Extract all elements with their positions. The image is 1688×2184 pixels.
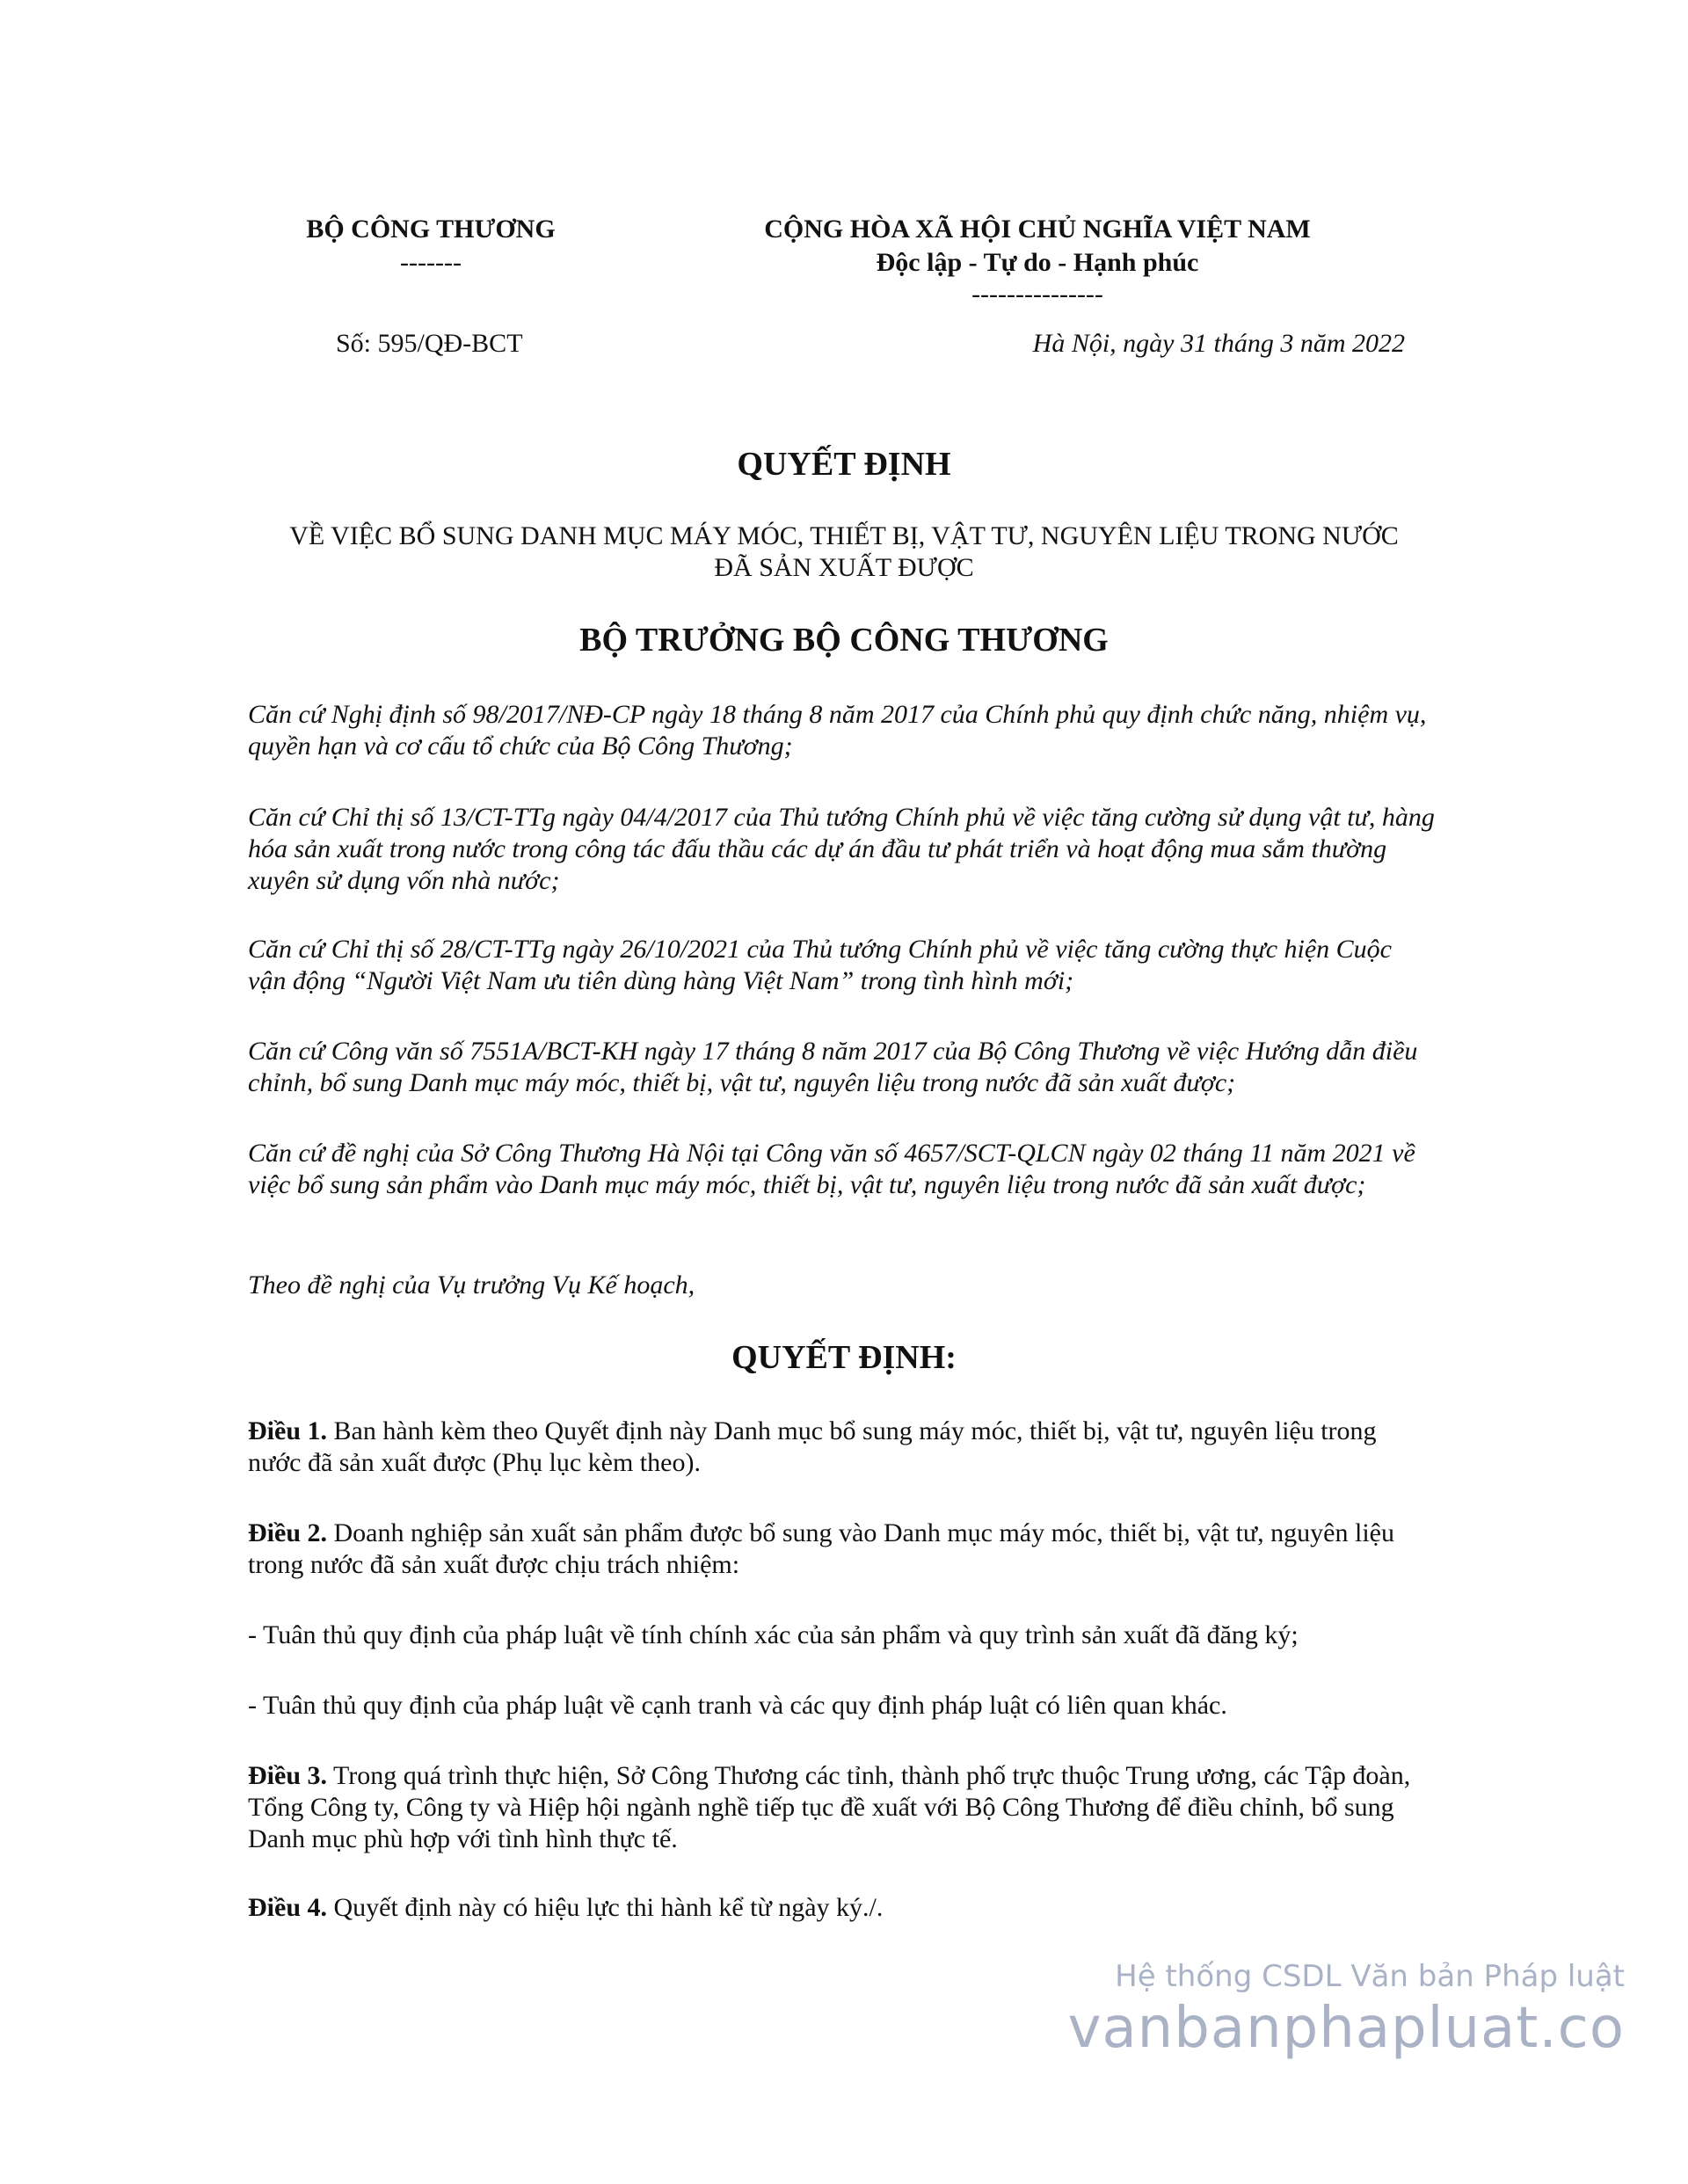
- subject-line-2: ĐÃ SẢN XUẤT ĐƯỢC: [714, 553, 974, 582]
- article-2-item: - Tuân thủ quy định của pháp luật về cạnh tranh và các quy định pháp luật có liên quan khác.: [248, 1691, 1227, 1720]
- basis-paragraph: Căn cứ Chỉ thị số 13/CT-TTg ngày 04/4/2017 của Thủ tướng Chính phủ về việc tăng cường sử dụng vật tư, hàng hóa sản xuất trong nước trong công tác đấu thầu các dự án đầu tư phát triển và hoạt động mua sắm thường xuyên sử dụng vốn nhà nước;: [248, 803, 1435, 895]
- motto-rule: ---------------: [971, 280, 1103, 309]
- proposal-paragraph: Theo đề nghị của Vụ trưởng Vụ Kế hoạch,: [248, 1270, 695, 1299]
- article-2-item: - Tuân thủ quy định của pháp luật về tính chính xác của sản phẩm và quy trình sản xuất đã đăng ký;: [248, 1620, 1299, 1649]
- article-3: [248, 1760, 1435, 1855]
- subject-line-1: VỀ VIỆC BỔ SUNG DANH MỤC MÁY MÓC, THIẾT BỊ, VẬT TƯ, NGUYÊN LIỆU TRONG NƯỚC: [289, 521, 1399, 550]
- national-motto: Độc lập - Tự do - Hạnh phúc: [876, 248, 1199, 277]
- article-label: Điều 4.: [248, 1893, 327, 1922]
- decide-heading: QUYẾT ĐỊNH:: [731, 1339, 957, 1376]
- article-label: Điều 1.: [248, 1416, 327, 1445]
- basis-paragraph: Căn cứ Nghị định số 98/2017/NĐ-CP ngày 18 tháng 8 năm 2017 của Chính phủ quy định chức năng, nhiệm vụ, quyền hạn và cơ cấu tổ chức của Bộ Công Thương;: [248, 700, 1427, 761]
- article-1: [248, 1416, 1435, 1479]
- country-name: CỘNG HÒA XÃ HỘI CHỦ NGHĨA VIỆT NAM: [764, 215, 1311, 244]
- agency-name: BỘ CÔNG THƯƠNG: [306, 215, 556, 244]
- basis-paragraph: Căn cứ đề nghị của Sở Công Thương Hà Nội tại Công văn số 4657/SCT-QLCN ngày 02 tháng 11 năm 2021 về việc bổ sung sản phẩm vào Danh mục máy móc, thiết bị, vật tư, nguyên liệu trong nước đã sản xuất được;: [248, 1139, 1415, 1199]
- article-text: Doanh nghiệp sản xuất sản phẩm được bổ sung vào Danh mục máy móc, thiết bị, vật tư, nguyên liệu trong nước đã sản xuất được chịu trách nhiệm:: [248, 1518, 1394, 1579]
- watermark-site-link[interactable]: vanbanphapluat.co: [1067, 1996, 1625, 2061]
- article-4: [248, 1892, 1435, 1924]
- basis-paragraph: Căn cứ Công văn số 7551A/BCT-KH ngày 17 tháng 8 năm 2017 của Bộ Công Thương về việc Hướng dẫn điều chỉnh, bổ sung Danh mục máy móc, thiết bị, vật tư, nguyên liệu trong nước đã sản xuất được;: [248, 1037, 1418, 1097]
- article-text: Quyết định này có hiệu lực thi hành kể từ ngày ký./.: [327, 1893, 884, 1922]
- issuing-authority: BỘ TRƯỞNG BỘ CÔNG THƯƠNG: [579, 622, 1109, 659]
- basis-paragraph: Căn cứ Chỉ thị số 28/CT-TTg ngày 26/10/2021 của Thủ tướng Chính phủ về việc tăng cường thực hiện Cuộc vận động “Người Việt Nam ưu tiên dùng hàng Việt Nam” trong tình hình mới;: [248, 935, 1393, 995]
- article-label: Điều 3.: [248, 1761, 327, 1790]
- article-2: [248, 1518, 1435, 1581]
- article-text: Ban hành kèm theo Quyết định này Danh mục bổ sung máy móc, thiết bị, vật tư, nguyên liệu trong nước đã sản xuất được (Phụ lục kèm theo).: [248, 1416, 1377, 1477]
- watermark-system-text: Hệ thống CSDL Văn bản Pháp luật: [1115, 1959, 1625, 1994]
- document-number: Số: 595/QĐ-BCT: [336, 329, 523, 358]
- document-type: QUYẾT ĐỊNH: [737, 446, 951, 483]
- article-label: Điều 2.: [248, 1518, 327, 1547]
- article-text: Trong quá trình thực hiện, Sở Công Thương các tỉnh, thành phố trực thuộc Trung ương, các Tập đoàn, Tổng Công ty, Công ty và Hiệp hội ngành nghề tiếp tục đề xuất với Bộ Công Thương để điều chỉnh, bổ sung Danh mục phù hợp với tình hình thực tế.: [248, 1761, 1411, 1853]
- agency-rule: -------: [400, 248, 462, 277]
- place-date: Hà Nội, ngày 31 tháng 3 năm 2022: [1032, 329, 1405, 358]
